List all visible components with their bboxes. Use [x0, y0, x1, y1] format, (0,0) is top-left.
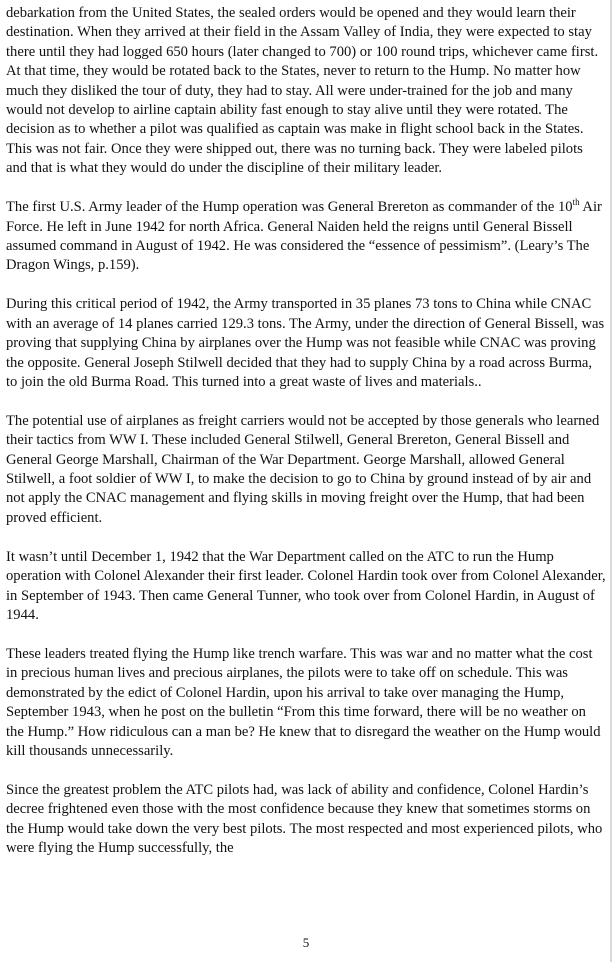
- paragraph-4: The potential use of airplanes as freight carriers would not be accepted by those generals who learned their tactics from WW I. These included General Stilwell, General Brereton, General Bissell and General George Marshall, Chairman of the War Department. George Marshall, allowed General Stilwell, a foot soldier of WW I, to make the decision to go to China by ground instead of by air and not apply the CNAC management and flying skills in moving freight over the Hump, that had been proved efficient.: [6, 412, 600, 526]
- paragraph-3: During this critical period of 1942, the Army transported in 35 planes 73 tons to China while CNAC with an average of 14 planes carried 129.3 tons. The Army, under the direction of General Bissell, was proving that supplying China by airplanes over the Hump was not feasible while CNAC was proving the opposite. General Joseph Stilwell decided that they had to supply China by a road across Burma, to join the old Burma Road. This turned into a great waste of lives and materials..: [6, 296, 605, 390]
- paragraph-2: The first U.S. Army leader of the Hump operation was General Brereton as commander of the 10th Air Force. He left in June 1942 for north Africa. General Naiden held the reigns until General Bissell assumed command in August of 1942. He was considered the “essence of pessimism”. (Leary’s The Dragon Wings, p.159).: [6, 197, 602, 274]
- page-number: 5: [302, 935, 310, 950]
- paragraph-7: Since the greatest problem the ATC pilots had, was lack of ability and confidence, Colonel Hardin’s decree frightened even those with the most confidence because they knew that sometimes storms on the Hump would take down the very best pilots. The most respected and most experienced pilots, who were flying the Hump successfully, the: [6, 781, 603, 857]
- paragraph-5: It wasn’t until December 1, 1942 that the War Department called on the ATC to run the Hump operation with Colonel Alexander their first leader. Colonel Hardin took over from Colonel Alexander, in September of 1943. Then came General Tunner, who took over from Colonel Hardin, in August of 1944.: [6, 548, 606, 623]
- paragraph-6: These leaders treated flying the Hump like trench warfare. This was war and no matter what the cost in precious human lives and precious airplanes, the pilots were to take off on schedule. This was demonstrated by the edict of Colonel Hardin, upon his arrival to take over managing the Hump, September 1943, when he post on the bulletin “From this time forward, there will be no weather on the Hump.” How ridiculous can a man be? He knew that to disregard the weather on the Hump would kill thousands unnecessarily.: [6, 645, 601, 759]
- paragraph-1: debarkation from the United States, the sealed orders would be opened and they would learn their destination. When they arrived at their field in the Assam Valley of India, they were expected to stay there until they had logged 650 hours (later changed to 700) or 100 round trips, whichever came first. At that time, they would be rotated back to the States, never to return to the Hump. No matter how much they disliked the tour of duty, they had to stay. All were under-trained for the job and many would not develop to airline captain ability fast enough to stay alive until they were rotated. The decision as to whether a pilot was qualified as captain was make in flight school back in the States. This was not fair. Once they were shipped out, there was no turning back. They were labeled pilots and that is what they would do under the discipline of their military leader.: [6, 5, 599, 177]
